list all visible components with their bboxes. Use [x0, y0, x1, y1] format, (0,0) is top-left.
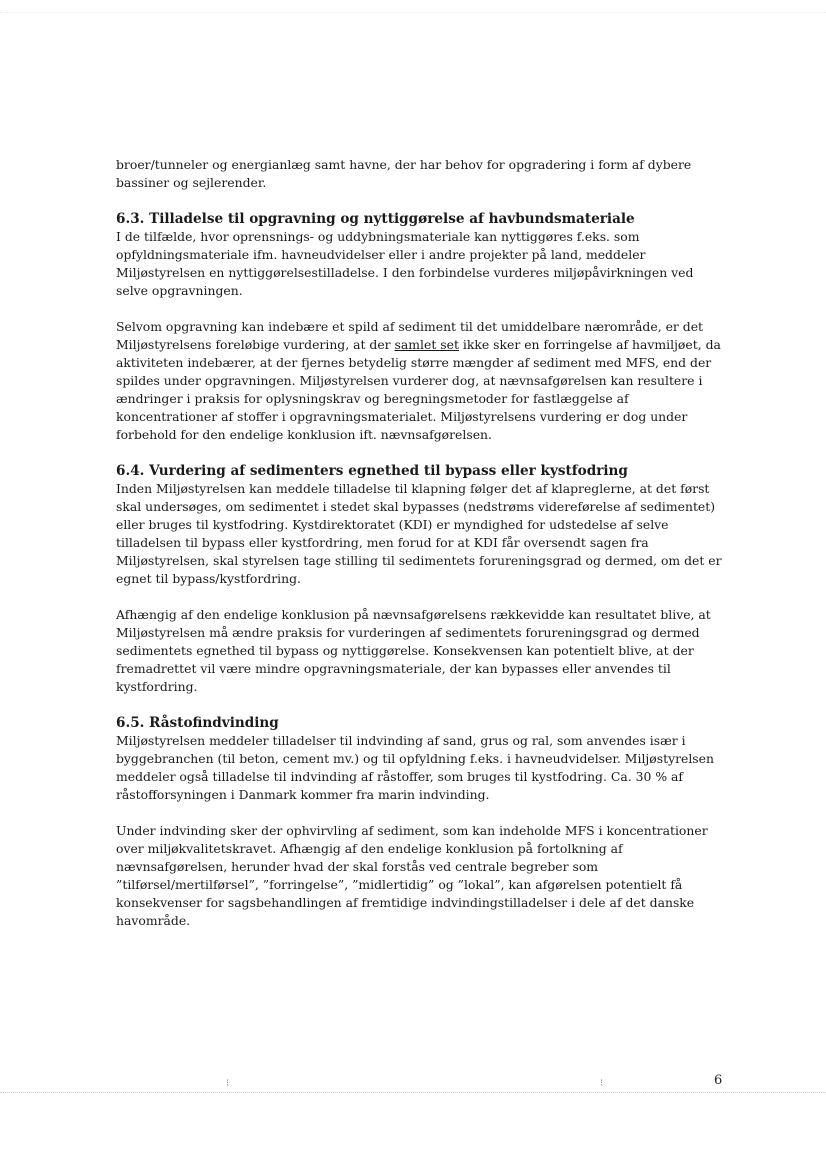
section-paragraph: Afhængig af den endelige konklusion på nævnsafgørelsens rækkevidde kan resultatet blive, at Miljøstyrelsen må ændre praksis for vurderingen af sedimentets forureningsgrad og dermed sedimentets egnethed til bypass og nyttiggørelse. Konsekvensen kan potentielt blive, at der fremadrettet vil være mindre opgravningsmateriale, der kan bypasses eller anvendes til kystfordring.	[116, 607, 711, 694]
intro-paragraph: broer/tunneler og energianlæg samt havne, der har behov for opgradering i form af dybere bassiner og sejlerender.	[116, 157, 692, 190]
footer-mark: ⁝	[600, 1078, 604, 1089]
page-number: 6	[714, 1073, 723, 1088]
section-paragraph: Miljøstyrelsen meddeler tilladelser til indvinding af sand, grus og ral, som anvendes især i byggebranchen (til beton, cement mv.) og til opfyldning f.eks. i havneudvidelser. Miljøstyrelsen meddeler også tilladelse til indvinding af råstoffer, som bruges til kystfodring. Ca. 30 % af råstofforsyningen i Danmark kommer fra marin indvinding.	[116, 733, 714, 802]
footer-mark: ⁝	[226, 1078, 230, 1089]
section-paragraph: I de tilfælde, hvor oprensnings- og uddybningsmateriale kan nyttiggøres f.eks. som opfyldningsmateriale ifm. havneudvidelser eller i andre projekter på land, meddeler Miljøstyrelsen en nyttiggørelsestilladelse. I den forbindelse vurderes miljøpåvirkningen ved selve opgravningen.	[116, 229, 694, 298]
document-body	[116, 156, 722, 930]
section-6-3	[116, 210, 722, 444]
section-6-4	[116, 462, 722, 696]
paragraph-text: ikke sker en forringelse af havmiljøet, da aktiviteten indebærer, at der fjernes betydelig større mængder af sediment med MFS, end der spildes under opgravningen. Miljøstyrelsen vurderer dog, at nævnsafgørelsen kan resultere i ændringer i praksis for oplysningskrav og beregningsmetoder for fastlæggelse af koncentrationer af stoffer i opgravningsmaterialet. Miljøstyrelsens vurdering er dog under forbehold for den endelige konklusion ift. nævnsafgørelsen.	[116, 337, 721, 442]
underlined-text: samlet set	[394, 337, 459, 352]
paragraph-text: Selvom opgravning kan indebære et spild af sediment til det umiddelbare nærområde, er det Miljøstyrelsens foreløbige vurdering, at der	[116, 319, 704, 352]
section-paragraph: Under indvinding sker der ophvirvling af sediment, som kan indeholde MFS i koncentrationer over miljøkvalitetskravet. Afhængig af den endelige konklusion på fortolkning af nævnsafgørelsen, herunder hvad der skal forstås ved centrale begreber som ”tilførsel/mertilførsel”, ”forringelse”, ”midlertidig” og ”lokal”, kan afgørelsen potentielt få konsekvenser for sagsbehandlingen af fremtidige indvindingstilladelser i dele af det danske havområde.	[116, 823, 708, 928]
section-paragraph	[116, 318, 722, 444]
section-heading: 6.5. Råstofindvinding	[116, 715, 279, 731]
footer-divider	[0, 1092, 826, 1094]
section-paragraph: Inden Miljøstyrelsen kan meddele tilladelse til klapning følger det af klapreglerne, at det først skal undersøges, om sedimentet i stedet skal bypasses (nedstrøms videreførelse af sedimentet) eller bruges til kystfodring. Kystdirektoratet (KDI) er myndighed for udstedelse af selve tilladelsen til bypass eller kystfordring, men forud for at KDI får oversendt sagen fra Miljøstyrelsen, skal styrelsen tage stilling til sedimentets forureningsgrad og dermed, om det er egnet til bypass/kystfordring.	[116, 481, 722, 586]
scan-artifact-line	[0, 12, 826, 14]
section-heading: 6.4. Vurdering af sedimenters egnethed til bypass eller kystfodring	[116, 463, 628, 479]
section-heading: 6.3. Tilladelse til opgravning og nyttiggørelse af havbundsmateriale	[116, 211, 635, 227]
section-6-5	[116, 714, 722, 930]
